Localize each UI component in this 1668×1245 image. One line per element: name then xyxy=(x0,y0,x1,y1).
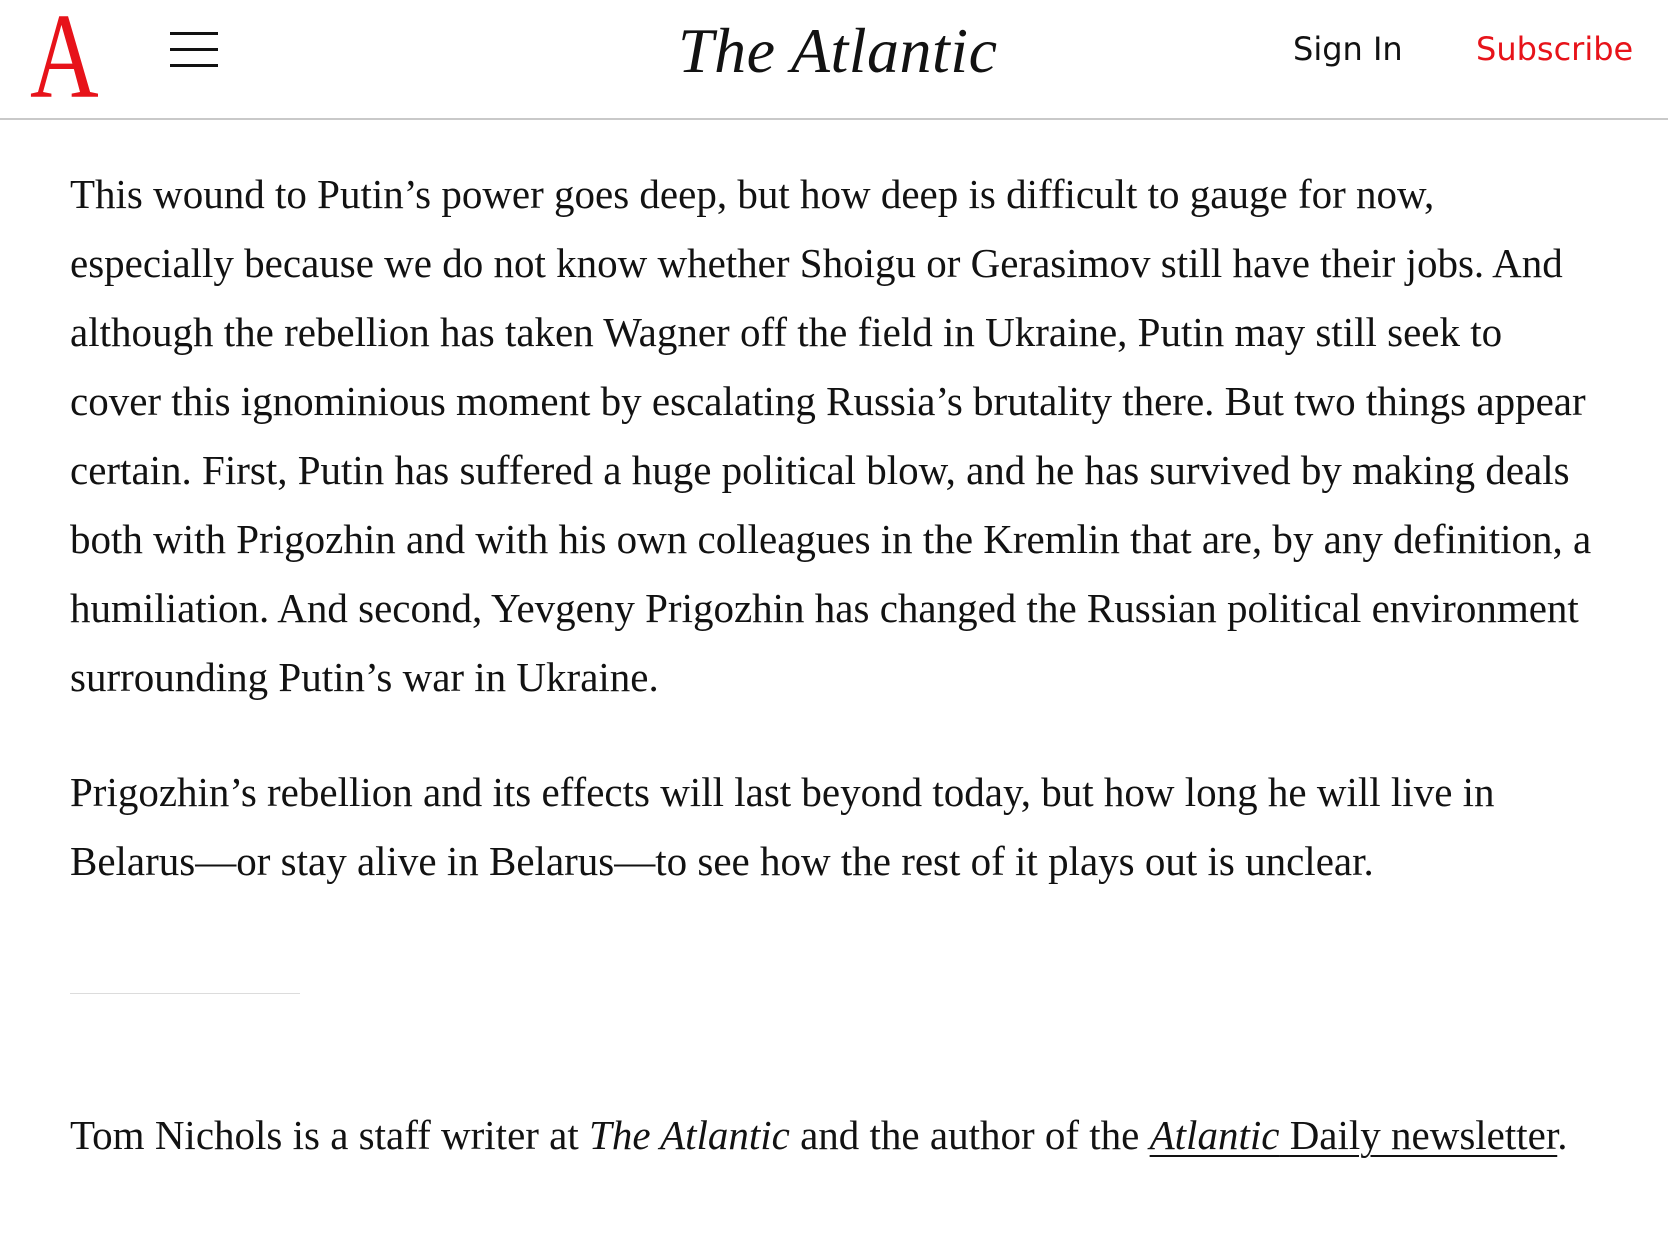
menu-icon-bar xyxy=(170,64,218,67)
bio-suffix: . xyxy=(1557,1112,1568,1158)
atlantic-logo[interactable]: A xyxy=(30,0,99,124)
atlantic-daily-newsletter-link[interactable] xyxy=(1150,1112,1558,1158)
menu-icon-bar xyxy=(170,48,218,51)
subscribe-link[interactable]: Subscribe xyxy=(1476,30,1634,68)
article-paragraph: This wound to Putin’s power goes deep, but how deep is difficult to gauge for now, especially because we do not know whether Shoigu or Gerasimov still have their jobs. And although the rebellion has taken Wagner off the field in Ukraine, Putin may still seek to cover this ignominious moment by escalating Russia’s brutality there. But two things appear certain. First, Putin has suffered a huge political blow, and he has survived by making deals both with Prigozhin and with his own colleagues in the Kremlin that are, by any definition, a humiliation. And second, Yevgeny Prigozhin has changed the Russian political environment surrounding Putin’s war in Ukraine. xyxy=(70,171,1592,700)
menu-icon-bar xyxy=(170,32,218,35)
newsletter-link-rest[interactable]: Daily newsletter xyxy=(1279,1112,1558,1158)
bio-middle: and the author of the xyxy=(789,1112,1150,1158)
section-divider xyxy=(70,993,300,994)
article-body xyxy=(70,160,1600,942)
sign-in-link[interactable]: Sign In xyxy=(1293,30,1403,68)
masthead-title[interactable]: The Atlantic xyxy=(678,15,998,86)
hamburger-menu-icon[interactable] xyxy=(170,30,218,70)
newsletter-link-italic[interactable]: Atlantic xyxy=(1149,1112,1280,1158)
author-bio xyxy=(70,1100,1600,1170)
bio-prefix: Tom Nichols is a staff writer at xyxy=(70,1112,590,1158)
article-paragraph: Prigozhin’s rebellion and its effects will last beyond today, but how long he will live in Belarus—or stay alive in Belarus—to see how the rest of it plays out is unclear. xyxy=(70,769,1495,884)
site-header xyxy=(0,0,1668,124)
bio-publication: The Atlantic xyxy=(589,1112,790,1158)
